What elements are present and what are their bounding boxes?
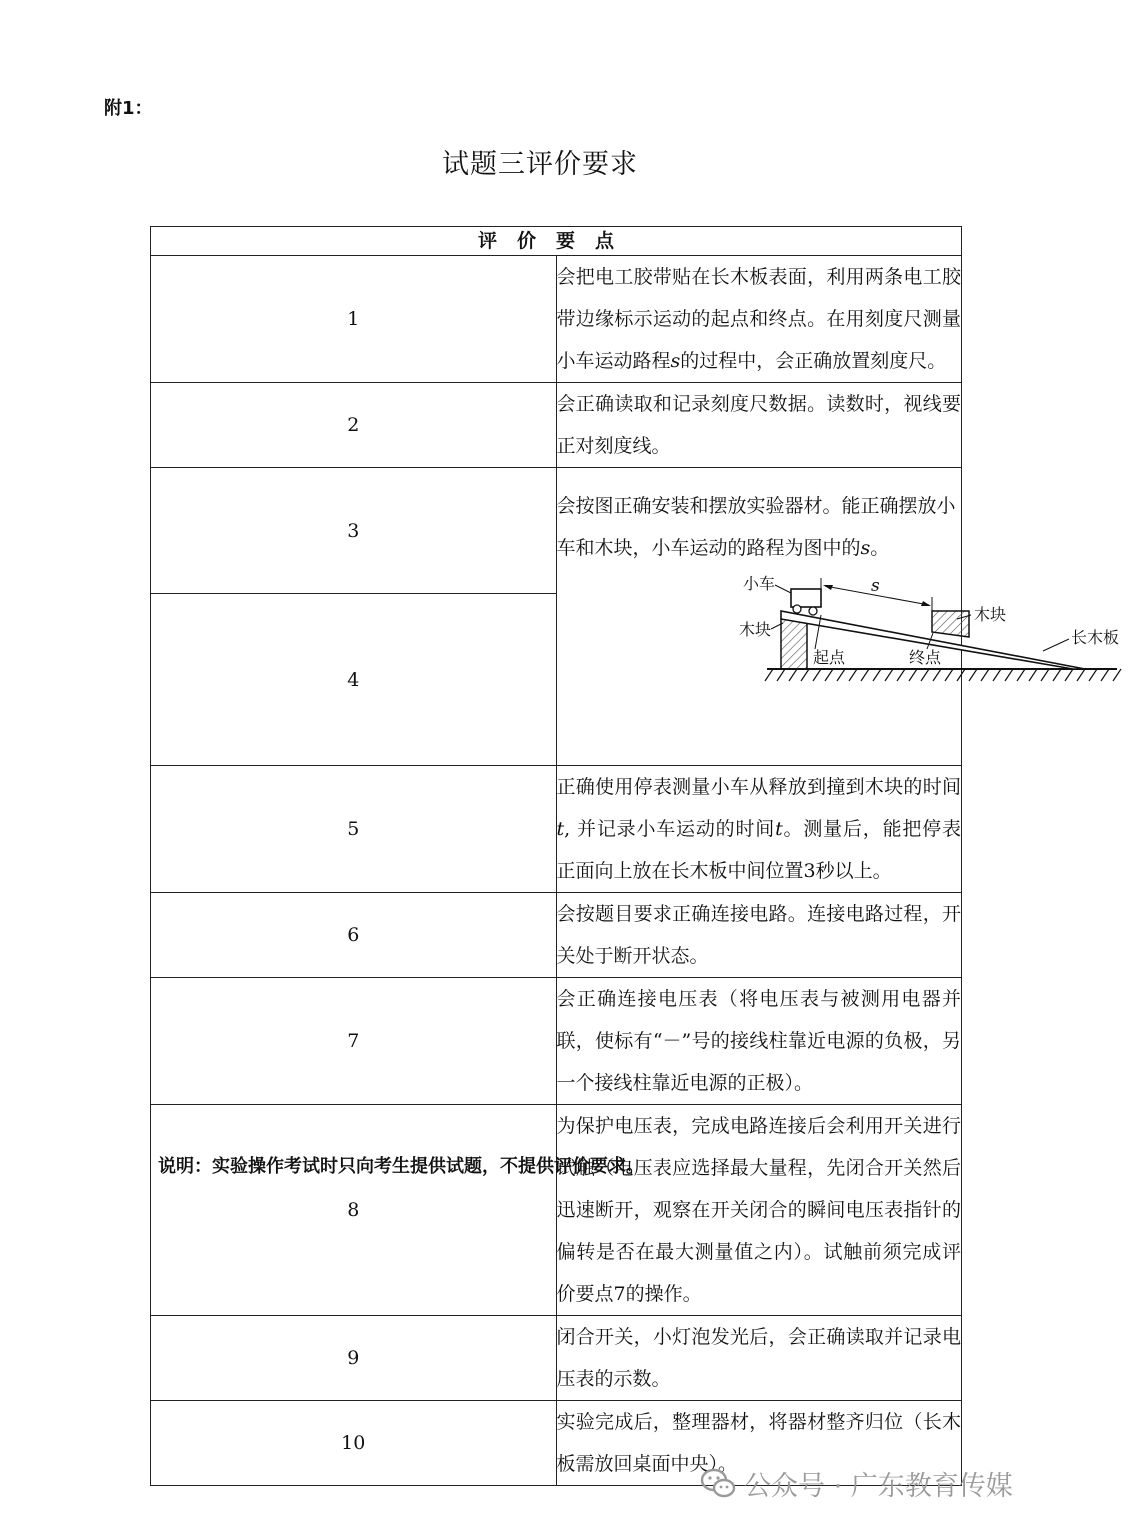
wechat-icon: [700, 1468, 736, 1500]
footnote: 说明：实验操作考试时只向考生提供试题，不提供评价要求。: [158, 1156, 644, 1177]
watermark: [700, 1464, 1013, 1503]
row-number: 10: [151, 1401, 557, 1486]
row-number: 5: [151, 766, 557, 893]
wood-block: [932, 611, 969, 637]
row-text: 为保护电压表，完成电路连接后会利用开关进行试触（电压表应选择最大量程，先闭合开关然后迅速断开，观察在开关闭合的瞬间电压表指针的偏转是否在最大测量值之内）。试触前须完成评价要点7的操作。: [556, 1105, 962, 1316]
row-text: 正确使用停表测量小车从释放到撞到木块的时间t, 并记录小车运动的时间t。测量后，能把停表正面向上放在长木板中间位置3秒以上。: [556, 766, 962, 893]
board-label: 长木板: [1070, 627, 1119, 647]
row-number: 1: [151, 256, 557, 383]
page-title: 试题三评价要求: [442, 149, 638, 180]
table-row: [151, 468, 962, 594]
table-row: [151, 766, 962, 893]
attachment-label: 附1：: [104, 98, 153, 119]
watermark-text: 公众号 · 广东教育传媒: [744, 1471, 1013, 1502]
ground-hatching: [765, 669, 1121, 681]
table-row: [151, 1316, 962, 1401]
table-row: [151, 1105, 962, 1316]
row-number: 4: [151, 594, 557, 766]
s-arrow-right: [921, 601, 931, 606]
table-header: 评价要点: [151, 227, 962, 256]
cart-label: 小车: [742, 573, 775, 593]
row-text: 实验完成后，整理器材，将器材整齐归位（长木板需放回桌面中央）。: [556, 1401, 962, 1486]
row-text: 会正确读取和记录刻度尺数据。读数时，视线要正对刻度线。: [556, 383, 962, 468]
row-number: 2: [151, 383, 557, 468]
row-text: 会按题目要求正确连接电路。连接电路过程，开关处于断开状态。: [556, 893, 962, 978]
table-row: [151, 978, 962, 1105]
block-right-label: 木块: [973, 604, 1006, 624]
table-row: [151, 383, 962, 468]
row-number: 9: [151, 1316, 557, 1401]
s-arrow-left: [823, 585, 833, 590]
start-label: 起点: [812, 647, 845, 667]
row-text: 会把电工胶带贴在长木板表面，利用两条电工胶带边缘标示运动的起点和终点。在用刻度尺测量小车运动路程s的过程中，会正确放置刻度尺。: [556, 256, 962, 383]
table-header-row: [151, 227, 962, 256]
end-label: 终点: [908, 647, 941, 667]
evaluation-table: [150, 226, 1119, 1486]
cart-shape: [791, 589, 821, 615]
table-row: [151, 893, 962, 978]
row-number: 6: [151, 893, 557, 978]
incline-diagram-container: [557, 569, 1119, 749]
row-number: 7: [151, 978, 557, 1105]
row-text: 闭合开关，小灯泡发光后，会正确读取并记录电压表的示数。: [556, 1316, 962, 1401]
table-row: [151, 256, 962, 383]
row-text: 会按图正确安装和摆放实验器材。能正确摆放小车和木块，小车运动的路程为图中的s。: [556, 494, 956, 559]
block-left-label: 木块: [738, 619, 771, 639]
support-block: [781, 619, 807, 669]
row-number: 3: [151, 468, 557, 594]
row-text-with-diagram: [556, 468, 1119, 766]
row-number: 8: [151, 1105, 557, 1316]
row-text: 会正确连接电压表（将电压表与被测用电器并联，使标有“－”号的接线柱靠近电源的负极，另一个接线柱靠近电源的正极）。: [556, 978, 962, 1105]
distance-label: s: [870, 575, 880, 596]
incline-diagram: [737, 575, 1137, 705]
